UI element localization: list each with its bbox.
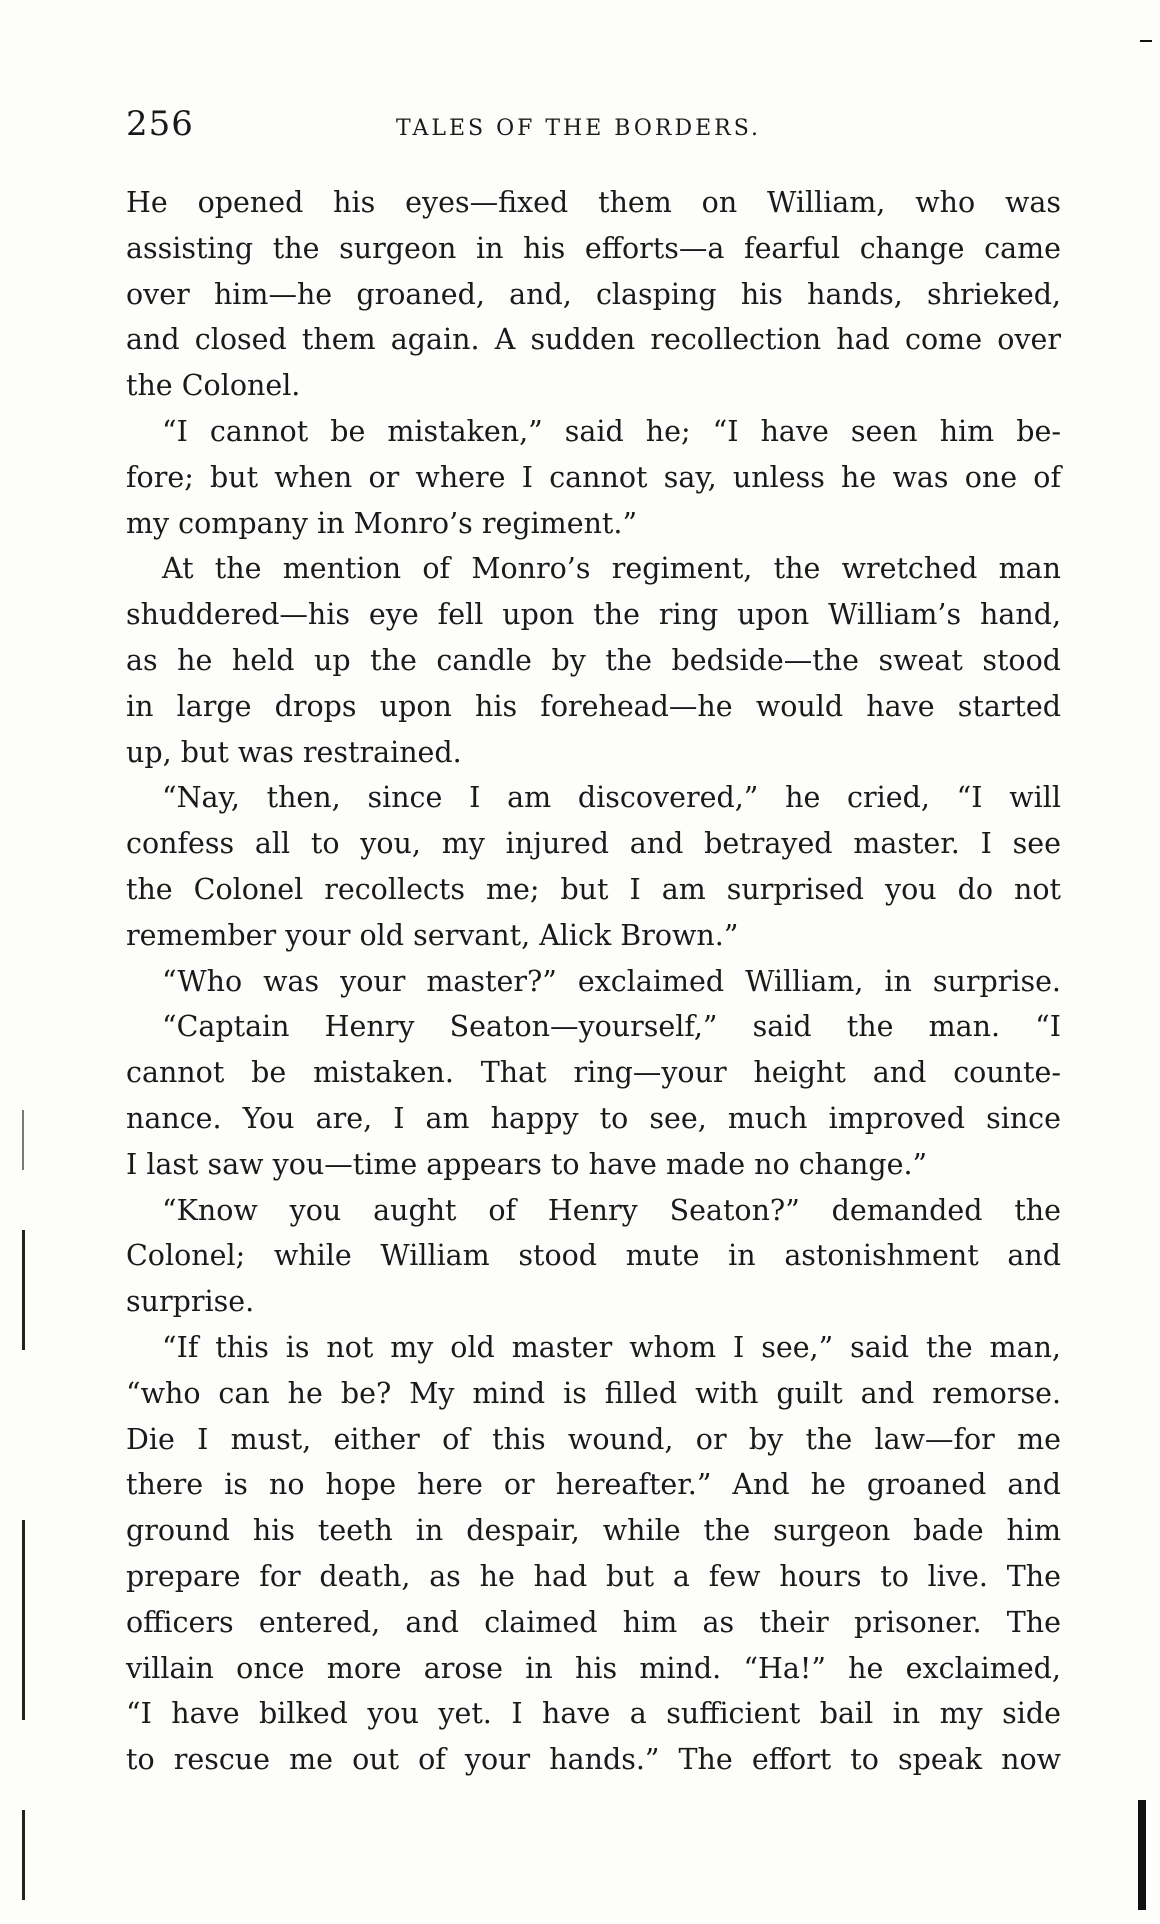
text-line: the Colonel recollects me; but I am surprised you do not [126, 872, 1061, 906]
text-line: “who can he be? My mind is filled with guilt and remorse. [126, 1376, 1061, 1410]
text-line: and closed them again. A sudden recollection had come over [126, 323, 1061, 357]
scan-margin-mark [22, 1110, 24, 1170]
scan-corner-mark [1138, 1800, 1146, 1910]
text-line: “If this is not my old master whom I see,” said the man, [162, 1330, 1061, 1364]
text-line: in large drops upon his forehead—he would have started [126, 689, 1061, 723]
text-line: shuddered—his eye fell upon the ring upon William’s hand, [126, 598, 1061, 632]
text-line: over him—he groaned, and, clasping his hands, shrieked, [126, 277, 1061, 311]
running-title: TALES OF THE BORDERS. [396, 116, 762, 141]
scan-margin-mark [22, 1810, 25, 1900]
text-line: officers entered, and claimed him as their prisoner. The [126, 1605, 1061, 1639]
page-number: 256 [126, 104, 194, 144]
text-line: up, but was restrained. [126, 735, 462, 769]
text-line: I last saw you—time appears to have made no change.” [126, 1147, 928, 1181]
text-line: there is no hope here or hereafter.” And he groaned and [126, 1468, 1061, 1502]
text-line: Die I must, either of this wound, or by the law—for me [126, 1422, 1061, 1456]
text-line: “Know you aught of Henry Seaton?” demanded the [162, 1193, 1061, 1227]
text-line: as he held up the candle by the bedside—the sweat stood [126, 643, 1061, 677]
text-line: villain once more arose in his mind. “Ha!” he exclaimed, [126, 1651, 1061, 1685]
page-header [126, 104, 1066, 154]
text-line: fore; but when or where I cannot say, unless he was one of [126, 460, 1061, 494]
text-line: surprise. [126, 1285, 255, 1319]
text-line: At the mention of Monro’s regiment, the wretched man [162, 552, 1061, 586]
text-line: assisting the surgeon in his efforts—a fearful change came [126, 231, 1061, 265]
text-line: “I cannot be mistaken,” said he; “I have seen him be- [162, 414, 1061, 448]
text-line: “I have bilked you yet. I have a sufficient bail in my side [126, 1697, 1061, 1731]
text-line: my company in Monro’s regiment.” [126, 506, 638, 540]
text-line: “Captain Henry Seaton—yourself,” said the man. “I [162, 1010, 1061, 1044]
scan-corner-mark [1140, 40, 1152, 42]
text-line: cannot be mistaken. That ring—your height and counte- [126, 1056, 1061, 1090]
text-line: nance. You are, I am happy to see, much improved since [126, 1101, 1061, 1135]
text-line: He opened his eyes—fixed them on William, who was [126, 186, 1061, 219]
text-line: the Colonel. [126, 369, 301, 403]
text-line: prepare for death, as he had but a few hours to live. The [126, 1559, 1061, 1593]
text-line: ground his teeth in despair, while the surgeon bade him [126, 1514, 1061, 1548]
scan-margin-mark [22, 1230, 25, 1350]
text-line: Colonel; while William stood mute in astonishment and [126, 1239, 1061, 1273]
text-line: to rescue me out of your hands.” The effort to speak now [126, 1743, 1061, 1777]
text-line: confess all to you, my injured and betrayed master. I see [126, 827, 1061, 861]
text-line: “Who was your master?” exclaimed William, in surprise. [162, 964, 1061, 998]
text-line: “Nay, then, since I am discovered,” he cried, “I will [162, 781, 1061, 815]
body-text [126, 180, 1061, 1783]
text-line: remember your old servant, Alick Brown.” [126, 918, 739, 952]
scan-margin-mark [22, 1520, 25, 1720]
